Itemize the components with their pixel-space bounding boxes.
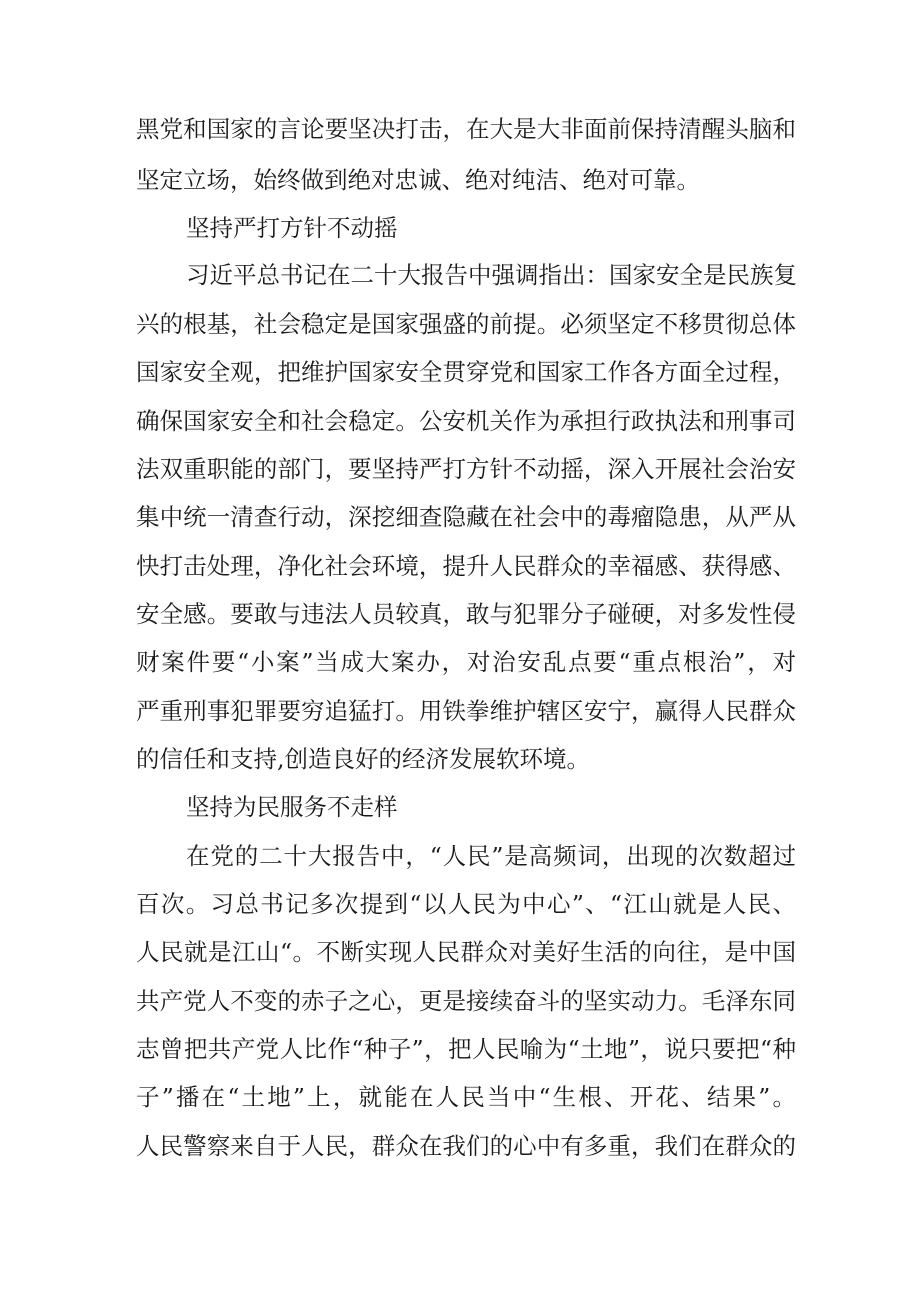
paragraph-2-line-5: 法双重职能的部门，要坚持严打方针不动摇，深入开展社会治安	[136, 455, 796, 483]
paragraph-2-line-3: 国家安全观，把维护国家安全贯穿党和国家工作各方面全过程，	[136, 358, 796, 386]
paragraph-2-line-10: 严重刑事犯罪要穷追猛打。用铁拳维护辖区安宁，赢得人民群众	[136, 697, 796, 725]
paragraph-1-line-2: 坚定立场，始终做到绝对忠诚、绝对纯洁、绝对可靠。	[136, 166, 700, 194]
paragraph-2-line-8: 安全感。要敢与违法人员较真，敢与犯罪分子碰硬，对多发性侵	[136, 600, 796, 628]
paragraph-2-line-1: 习近平总书记在二十大报告中强调指出：国家安全是民族复	[186, 261, 797, 289]
section-heading-strict-crackdown: 坚持严打方针不动摇	[186, 214, 398, 242]
paragraph-3-line-1: 在党的二十大报告中，“人民”是高频词，出现的次数超过	[186, 842, 796, 870]
paragraph-2-line-4: 确保国家安全和社会稳定。公安机关作为承担行政执法和刑事司	[136, 407, 796, 435]
section-heading-serve-people: 坚持为民服务不走样	[186, 793, 398, 821]
paragraph-3-line-4: 共产党人不变的赤子之心，更是接续奋斗的坚实动力。毛泽东同	[136, 987, 796, 1015]
paragraph-3-line-7: 人民警察来自于人民，群众在我们的心中有多重，我们在群众的	[136, 1132, 796, 1160]
paragraph-2-line-7: 快打击处理，净化社会环境，提升人民群众的幸福感、获得感、	[136, 552, 796, 580]
paragraph-3-line-3: 人民就是江山“。不断实现人民群众对美好生活的向往，是中国	[136, 938, 796, 966]
paragraph-1-line-1: 黑党和国家的言论要坚决打击，在大是大非面前保持清醒头脑和	[136, 115, 796, 143]
paragraph-3-line-6: 子”播在“土地”上，就能在人民当中“生根、开花、结果”。	[136, 1083, 796, 1111]
paragraph-2-line-11: 的信任和支持,创造良好的经济发展软环境。	[136, 745, 590, 773]
paragraph-2-line-2: 兴的根基，社会稳定是国家强盛的前提。必须坚定不移贯彻总体	[136, 310, 796, 338]
paragraph-3-line-2: 百次。习总书记多次提到“以人民为中心”、“江山就是人民、	[136, 890, 796, 918]
paragraph-2-line-9: 财案件要“小案”当成大案办，对治安乱点要“重点根治”，对	[136, 648, 796, 676]
paragraph-2-line-6: 集中统一清查行动，深挖细查隐藏在社会中的毒瘤隐患，从严从	[136, 503, 796, 531]
paragraph-3-line-5: 志曾把共产党人比作“种子”，把人民喻为“土地”，说只要把“种	[136, 1035, 796, 1063]
